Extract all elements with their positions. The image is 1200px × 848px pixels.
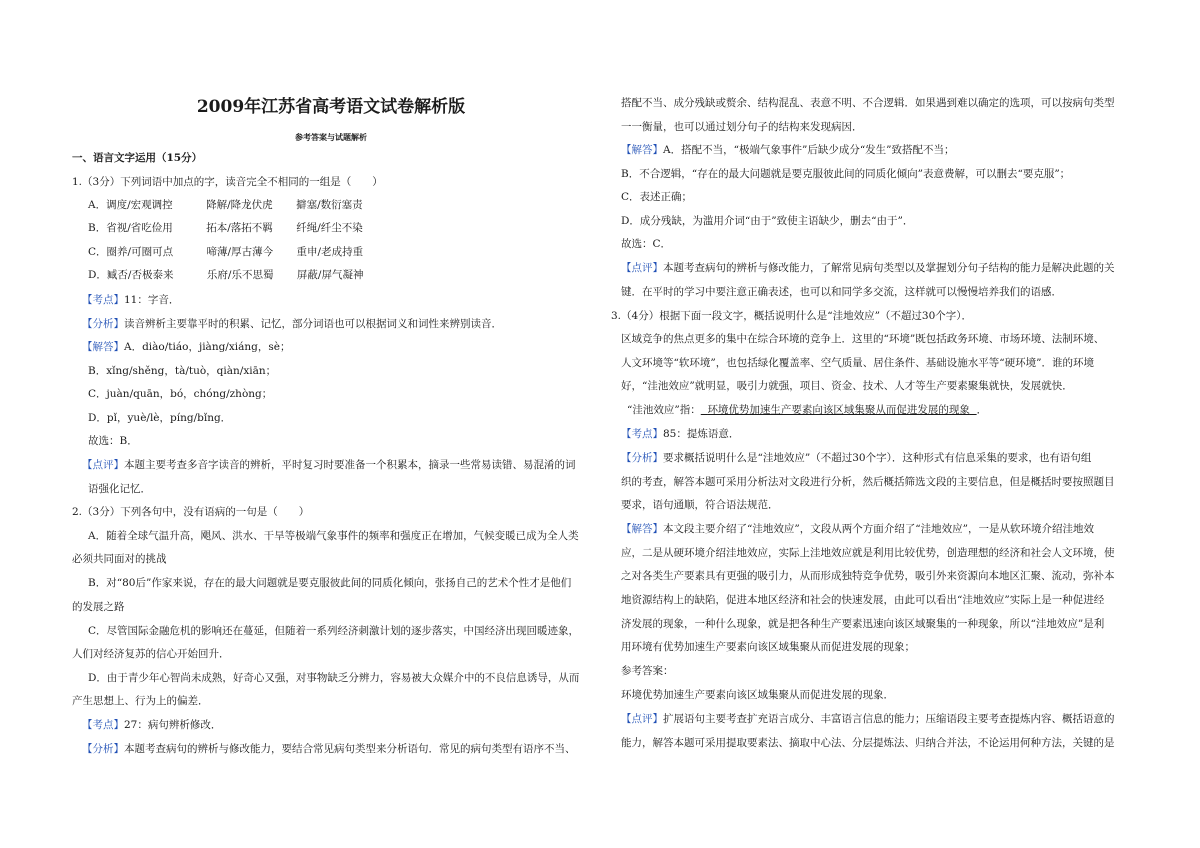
fenxi-text: 读音辨析主要靠平时的积累、记忆，部分词语也可以根据词义和词性来辨别读音． (124, 318, 502, 330)
option-word: 乐府/乐不思蜀 (206, 269, 274, 281)
option-word: 屏蔽/屏气凝神 (296, 269, 364, 281)
q2-jieda (621, 143, 955, 157)
option-word: 省视/省吃俭用 (106, 222, 173, 234)
q2-fenxi-2: 搭配不当、成分残缺或赘余、结构混乱、表意不明、不合逻辑．如果遇到难以确定的选项，可以按病句类型 (621, 97, 1115, 109)
q1-stem: 1.（3分）下列词语中加点的字，读音完全不相同的一组是（ ） (72, 176, 383, 188)
kaodian-tag: 【考点】 (82, 719, 124, 731)
q2-option-b: B．对“80后”作家来说，存在的最大问题就是要克服彼此间的同质化倾向，张扬自己的艺术个性才是他们 (88, 577, 572, 589)
q3-reference-answer: 环境优势加速生产要素向该区域集聚从而促进发展的现象． (621, 689, 894, 701)
option-key: D． (88, 269, 107, 281)
jieda-text: 本文段主要介绍了“洼地效应”，文段从两个方面介绍了“洼地效应”，一是从软环境介绍洼地效 (663, 523, 1094, 535)
q3-reference-label: 参考答案： (621, 665, 674, 677)
q2-dianping-2: 键．在平时的学习中要注意正确表述，也可以和同学多交流，这样就可以慢慢培养我们的语感． (621, 286, 1062, 298)
kaodian-text: 27：病句辨析修改． (124, 719, 222, 731)
jieda-text: A．diào/tiáo，jiàng/xiáng，sè； (124, 341, 291, 353)
fenxi-tag: 【分析】 (82, 743, 124, 755)
q2-jieda-d: D．成分残缺，为滥用介词“由于”致使主语缺少，删去“由于”． (621, 215, 914, 227)
q3-jieda-4: 地资源结构上的缺陷，促进本地区经济和社会的快速发展，由此可以看出“洼地效应”实际上是一种促进经 (621, 594, 1105, 606)
option-key: B． (88, 222, 107, 234)
q2-option-c-cont: 人们对经济复苏的信心开始回升． (72, 648, 230, 660)
option-word: 降解/降龙伏虎 (206, 199, 273, 211)
q3-jieda-2: 应，二是从硬环境介绍洼地效应，实际上洼地效应就是利用比较优势，创造理想的经济和社会人文环境，使 (621, 547, 1115, 559)
fill-answer-text: 环境优势加速生产要素向该区域集聚从而促进发展的现象 (707, 404, 970, 416)
option-word: 臧否/否极泰来 (106, 269, 174, 281)
q2-option-d-cont: 产生思想上、行为上的偏差． (72, 695, 209, 707)
q1-dianping (82, 458, 576, 472)
q3-jieda (621, 522, 1094, 536)
q3-dianping-2: 能力，解答本题可采用提取要素法、摘取中心法、分层提炼法、归纳合并法，不论运用何种方法，关键的是 (621, 737, 1115, 749)
document-title: 2009年江苏省高考语文试卷解析版 (196, 97, 466, 117)
option-word: 圈养/可圈可点 (106, 246, 174, 258)
q2-jieda-c: C．表述正确； (621, 191, 693, 203)
option-word: 擗塞/数衍塞责 (296, 199, 363, 211)
q1-jieda (82, 340, 290, 354)
q2-fenxi (82, 742, 576, 756)
fenxi-tag: 【分析】 (621, 452, 663, 464)
dianping-text: 扩展语句主要考查扩充语言成分、丰富语言信息的能力；压缩语段主要考查提炼内容、概括语意的 (663, 713, 1115, 725)
dianping-text: 本题主要考查多音字读音的辨析，平时复习时要准备一个积累本，摘录一些常易读错、易混淆的词 (124, 459, 576, 471)
option-key: A． (88, 199, 107, 211)
q3-fill-line (627, 403, 987, 417)
q3-passage-3: 好，“洼池效应”就明显，吸引力就强，项目、资金、技术、人才等生产要素聚集就快，发展就快． (621, 380, 1073, 392)
q3-jieda-3: 之对各类生产要素具有更强的吸引力，从而形成独特竞争优势，吸引外来资源向本地区汇聚、流动，弥补本 (621, 570, 1115, 582)
option-word: 调度/宏观调控 (106, 199, 173, 211)
option-key: C． (88, 246, 107, 258)
dianping-text: 本题考查病句的辨析与修改能力，了解常见病句类型以及掌握划分句子结构的能力是解决此题的关 (663, 262, 1115, 274)
q2-option-c: C．尽管国际金融危机的影响还在蔓延，但随着一系列经济刺激计划的逐步落实，中国经济出现回暖迹象， (88, 625, 580, 637)
q3-fenxi (621, 451, 1091, 465)
dianping-tag: 【点评】 (621, 262, 663, 274)
q2-dianping (621, 261, 1115, 275)
q1-jieda-b: B．xǐng/shěng，tà/tuò，qiàn/xiān； (88, 365, 277, 377)
q3-dianping (621, 712, 1115, 726)
q3-stem: 3.（4分）根据下面一段文字，概括说明什么是“洼地效应”（不超过30个字）． (611, 310, 973, 322)
kaodian-tag: 【考点】 (82, 294, 124, 306)
dianping-tag: 【点评】 (82, 459, 124, 471)
document-subtitle: 参考答案与试题解析 (295, 132, 367, 142)
q1-option-a (88, 198, 363, 212)
q2-option-a-cont: 必须共同面对的挑战 (72, 553, 167, 565)
fill-suffix: ． (976, 404, 988, 416)
q2-answer: 故选：C． (621, 238, 672, 250)
fill-prefix: “洼池效应”指： (627, 404, 701, 416)
q1-fenxi (82, 317, 502, 331)
q2-option-a: A．随着全球气温升高，飓风、洪水、干旱等极端气象事件的频率和强度正在增加，气候变暖已成为全人类 (88, 530, 579, 542)
kaodian-tag: 【考点】 (621, 428, 663, 440)
kaodian-text: 11：字音． (124, 294, 180, 306)
q1-jieda-d: D．pǐ，yuè/lè，píng/bǐng． (88, 412, 232, 424)
jieda-tag: 【解答】 (82, 341, 124, 353)
jieda-tag: 【解答】 (621, 144, 663, 156)
q2-stem: 2.（3分）下列各句中，没有语病的一句是（ ） (72, 506, 310, 518)
dianping-tag: 【点评】 (621, 713, 663, 725)
q2-option-b-cont: 的发展之路 (72, 601, 125, 613)
option-word: 拓本/落拓不羁 (206, 222, 273, 234)
q3-fenxi-2: 织的考查，解答本题可采用分析法对文段进行分析，然后概括筛选文段的主要信息，但是概括时要按照题目 (621, 476, 1115, 488)
fenxi-tag: 【分析】 (82, 318, 124, 330)
q2-kaodian (82, 718, 221, 732)
q1-jieda-c: C．juàn/quān，bó，chóng/zhòng； (88, 388, 273, 400)
q3-fenxi-3: 要求，语句通顺，符合语法规范． (621, 499, 779, 511)
option-word: 重申/老成持重 (296, 246, 364, 258)
q2-jieda-b: B．不合逻辑，“存在的最大问题就是要克服彼此间的同质化倾向”表意费解，可以删去“要克服”； (621, 168, 1071, 180)
q2-fenxi-3: 一一衡量，也可以通过划分句子的结构来发现病因． (621, 121, 863, 133)
jieda-tag: 【解答】 (621, 523, 663, 535)
q1-answer: 故选：B． (88, 435, 138, 447)
jieda-text: A．搭配不当，“极端气象事件”后缺少成分“发生”致搭配不当； (663, 144, 955, 156)
q3-passage-2: 人文环境等“软环境”，也包括绿化覆盖率、空气质量、居住条件、基础设施水平等“硬环境”．谁的环境 (621, 357, 1094, 369)
q1-option-d (88, 268, 363, 282)
fenxi-text: 本题考查病句的辨析与修改能力，要结合常见病句类型来分析语句．常见的病句类型有语序不当、 (124, 743, 576, 755)
q1-kaodian (82, 293, 179, 307)
option-word: 纤绳/纤尘不染 (296, 222, 363, 234)
q1-option-b (88, 221, 363, 235)
q3-passage-1: 区域竞争的焦点更多的集中在综合环境的竞争上．这里的“环境”既包括政务环境、市场环境、法制环境、 (621, 333, 1105, 345)
section-heading: 一、语言文字运用（15分） (72, 152, 203, 164)
option-word: 啼薄/厚古薄今 (206, 246, 274, 258)
q1-dianping-2: 语强化记忆． (88, 483, 151, 495)
fenxi-text: 要求概括说明什么是“洼地效应”（不超过30个字）．这种形式有信息采集的要求，也有语句组 (663, 452, 1092, 464)
q3-jieda-5: 济发展的现象，一种什么现象，就是把各种生产要素迅速向该区域聚集的一种现象，所以“洼地效应”是利 (621, 618, 1105, 630)
q3-kaodian (621, 427, 739, 441)
fill-answer (701, 404, 977, 416)
q2-option-d: D．由于青少年心智尚未成熟，好奇心又强，对事物缺乏分辨力，容易被大众媒介中的不良信息诱导，从而 (88, 672, 580, 684)
kaodian-text: 85：提炼语意． (663, 428, 740, 440)
q1-option-c (88, 245, 363, 259)
q3-jieda-6: 用环境有优势加速生产要素向该区域集聚从而促进发展的现象； (621, 641, 915, 653)
